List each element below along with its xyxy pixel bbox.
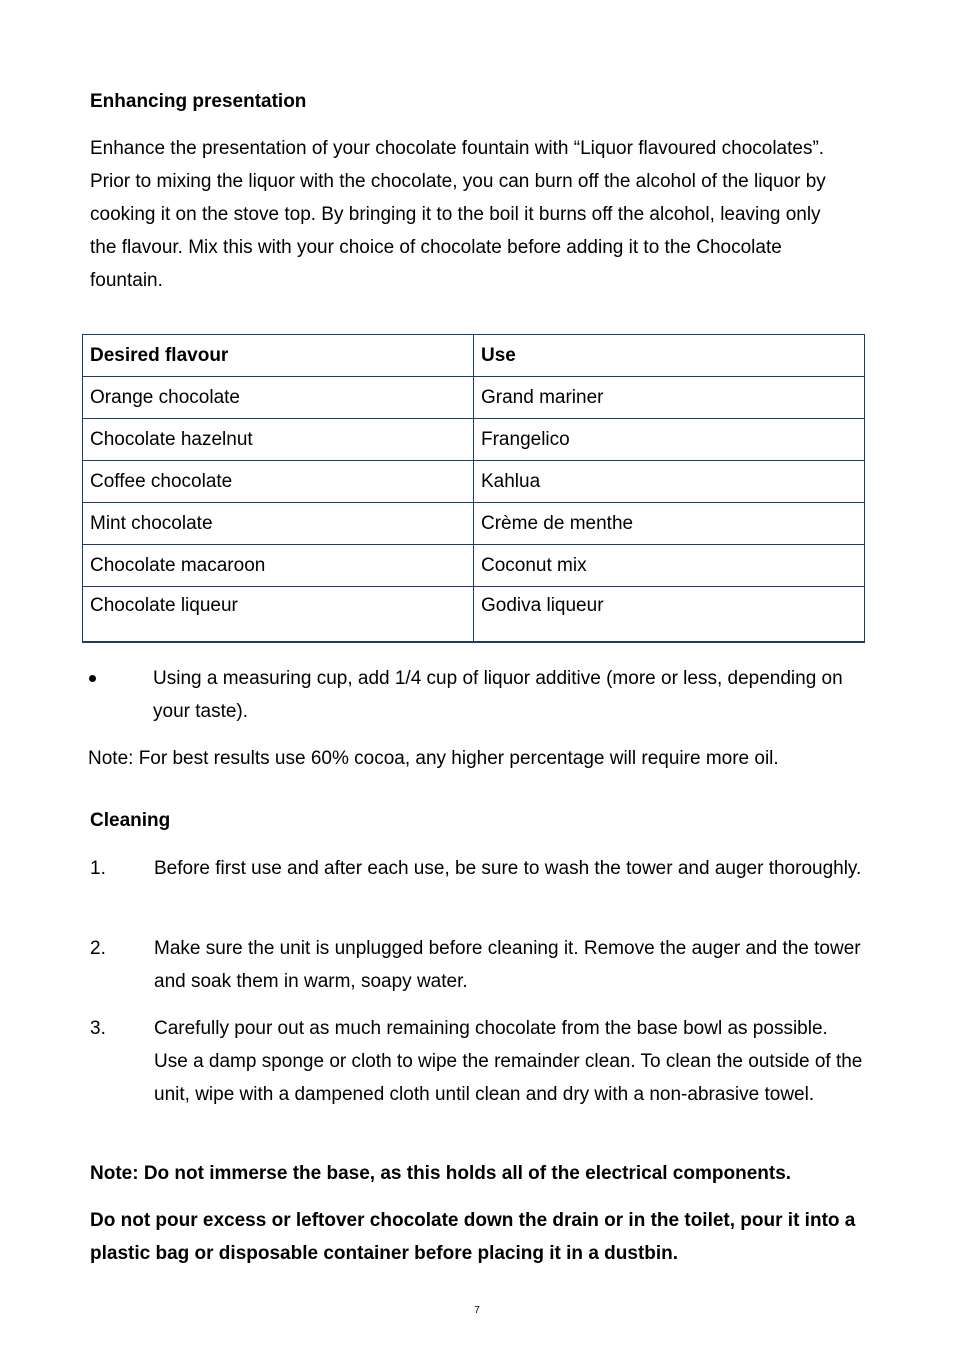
table-row: [83, 377, 865, 419]
table-cell: Coffee chocolate: [83, 461, 474, 503]
immerse-warning: Note: Do not immerse the base, as this holds all of the electrical components.: [90, 1163, 792, 1184]
flavour-table: [82, 334, 865, 643]
step-number: 3.: [90, 1018, 106, 1039]
table-cell: Frangelico: [474, 419, 865, 461]
bullet-item: [88, 662, 868, 728]
page-number: 7: [474, 1305, 480, 1316]
table-cell: Mint chocolate: [83, 503, 474, 545]
cleaning-step: [90, 932, 870, 998]
enhancing-heading: Enhancing presentation: [90, 91, 307, 112]
table-row: [83, 587, 865, 642]
table-row: [83, 545, 865, 587]
table-cell: Crème de menthe: [474, 503, 865, 545]
table-row: [83, 503, 865, 545]
bullet-text: Using a measuring cup, add 1/4 cup of liquor additive (more or less, depending on your taste).: [153, 668, 843, 722]
table-cell: Chocolate macaroon: [83, 545, 474, 587]
table-cell: Kahlua: [474, 461, 865, 503]
table-row: [83, 461, 865, 503]
table-cell: Chocolate hazelnut: [83, 419, 474, 461]
table-cell: Godiva liqueur: [474, 587, 865, 642]
step-text: Make sure the unit is unplugged before cleaning it. Remove the auger and the tower and soak them in warm, soapy water.: [154, 938, 861, 992]
step-number: 2.: [90, 938, 106, 959]
table-row: [83, 419, 865, 461]
disposal-warning: Do not pour excess or leftover chocolate down the drain or in the toilet, pour it into a plastic bag or disposable container before placing it in a dustbin.: [90, 1210, 856, 1264]
table-cell: Grand mariner: [474, 377, 865, 419]
table-cell: Chocolate liqueur: [83, 587, 474, 642]
cleaning-heading: Cleaning: [90, 810, 171, 831]
step-number: 1.: [90, 858, 106, 879]
step-text: Before first use and after each use, be sure to wash the tower and auger thoroughly.: [154, 858, 862, 879]
table-header-cell: Use: [474, 335, 865, 377]
cleaning-step: [90, 852, 870, 885]
table-header-cell: Desired flavour: [83, 335, 474, 377]
enhancing-paragraph: Enhance the presentation of your chocolate fountain with “Liquor flavoured chocolates”. Prior to mixing the liquor with the chocolate, you can burn off the alcohol of the liquor by cooking it on the stove top. By bringing it to the boil it burns off the alcohol, leaving only the flavour. Mix this with your choice of chocolate before adding it to the Chocolate fountain.: [90, 138, 826, 291]
table-header-row: [83, 335, 865, 377]
bullet-icon: [89, 675, 96, 682]
cleaning-step: [90, 1012, 870, 1111]
cocoa-note: Note: For best results use 60% cocoa, any higher percentage will require more oil.: [88, 748, 779, 769]
table-cell: Coconut mix: [474, 545, 865, 587]
table-cell: Orange chocolate: [83, 377, 474, 419]
step-text: Carefully pour out as much remaining chocolate from the base bowl as possible. Use a damp sponge or cloth to wipe the remainder clean. To clean the outside of the unit, wipe with a dampened cloth until clean and dry with a non-abrasive towel.: [154, 1018, 863, 1105]
